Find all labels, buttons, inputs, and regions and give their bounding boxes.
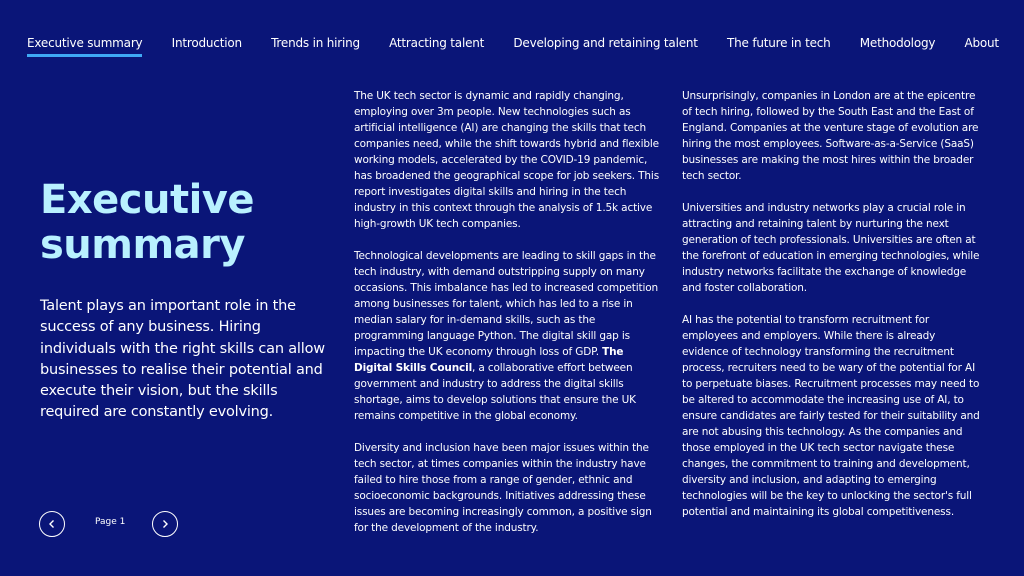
top-navigation — [27, 36, 999, 58]
column-2-paragraph-1: Unsurprisingly, companies in London are at the epicentre of tech hiring, followed by the South East and the East of England. Companies at the venture stage of evolution are hiring the most employees. Software-as-a-Service (SaaS) businesses are making the most hires within the broader tech sector. — [682, 90, 979, 182]
column-1-paragraph-1: The UK tech sector is dynamic and rapidly changing, employing over 3m people. New technologies such as artificial intelligence (AI) are changing the skills that tech companies need, while the shift towards hybrid and flexible working models, accelerated by the COVID-19 pandemic, has broadened the geographical scope for job seekers. This report investigates digital skills and hiring in the tech industry in this context through the analysis of 1.5k active high-growth UK tech companies. — [354, 90, 660, 230]
nav-trends-in-hiring[interactable]: Trends in hiring — [271, 36, 360, 50]
nav-executive-summary[interactable]: Executive summary — [27, 36, 142, 57]
nav-developing-and-retaining-talent[interactable]: Developing and retaining talent — [513, 36, 698, 50]
nav-attracting-talent[interactable]: Attracting talent — [389, 36, 485, 50]
column-1-paragraph-2-text-b: , a collaborative effort between government and industry to address the digital skills shortage, aims to develop solutions that ensure the UK remains competitive in the global economy. — [354, 362, 636, 422]
digital-skills-council-link[interactable]: The Digital Skills Council — [354, 346, 624, 374]
column-2-paragraph-3: AI has the potential to transform recruitment for employees and employers. While there is already evidence of technology transforming the recruitment process, recruiters need to be wary of the potential for AI to perpetuate biases. Recruitment processes may need to be altered to accommodate the increasing use of AI, to ensure candidates are fairly tested for their suitability and are not abusing this technology. As the companies and those employed in the UK tech sector navigate these changes, the commitment to training and development, diversity and inclusion, and adapting to emerging technologies will be the key to unlocking the sector's full potential and maintaining its global competitiveness. — [682, 314, 980, 518]
column-1-paragraph-2-text-a: Technological developments are leading to skill gaps in the tech industry, with demand outstripping supply on many occasions. This imbalance has led to increased competition among businesses for talent, which has led to a rise in median salary for in-demand skills, such as the programming language Python. The digital skill gap is impacting the UK economy through loss of GDP. — [354, 250, 659, 358]
chevron-left-icon — [47, 519, 57, 529]
column-1-paragraph-2 — [354, 248, 659, 424]
next-page-button[interactable] — [152, 511, 178, 537]
nav-the-future-in-tech[interactable]: The future in tech — [726, 36, 831, 50]
column-2-paragraph-2: Universities and industry networks play a crucial role in attracting and retaining talent by nurturing the next generation of tech professionals. Universities are often at the forefront of education in emerging technologies, while industry networks facilitate the exchange of knowledge and foster collaboration. — [682, 202, 980, 294]
page-title-line-2: summary — [40, 222, 245, 268]
nav-introduction[interactable]: Introduction — [171, 36, 242, 50]
page-title-line-1: Executive — [40, 177, 254, 223]
page-number-label: Page 1 — [95, 517, 126, 527]
previous-page-button[interactable] — [39, 511, 65, 537]
nav-about[interactable]: About — [964, 36, 999, 50]
pagination — [39, 511, 179, 537]
nav-methodology[interactable]: Methodology — [859, 36, 936, 50]
content-column-2 — [682, 88, 982, 536]
lead-paragraph: Talent plays an important role in the success of any business. Hiring individuals with the right skills can allow businesses to realise their potential and execute their vision, but the skills required are constantly evolving. — [40, 298, 325, 421]
page-title — [40, 178, 310, 268]
content-column-1 — [354, 88, 659, 552]
column-1-paragraph-3: Diversity and inclusion have been major issues within the tech sector, at times companies within the industry have failed to hire those from a range of gender, ethnic and socioeconomic backgrounds. Initiatives addressing these issues are becoming increasingly common, a positive sign for the development of the industry. — [354, 442, 652, 534]
chevron-right-icon — [160, 519, 170, 529]
